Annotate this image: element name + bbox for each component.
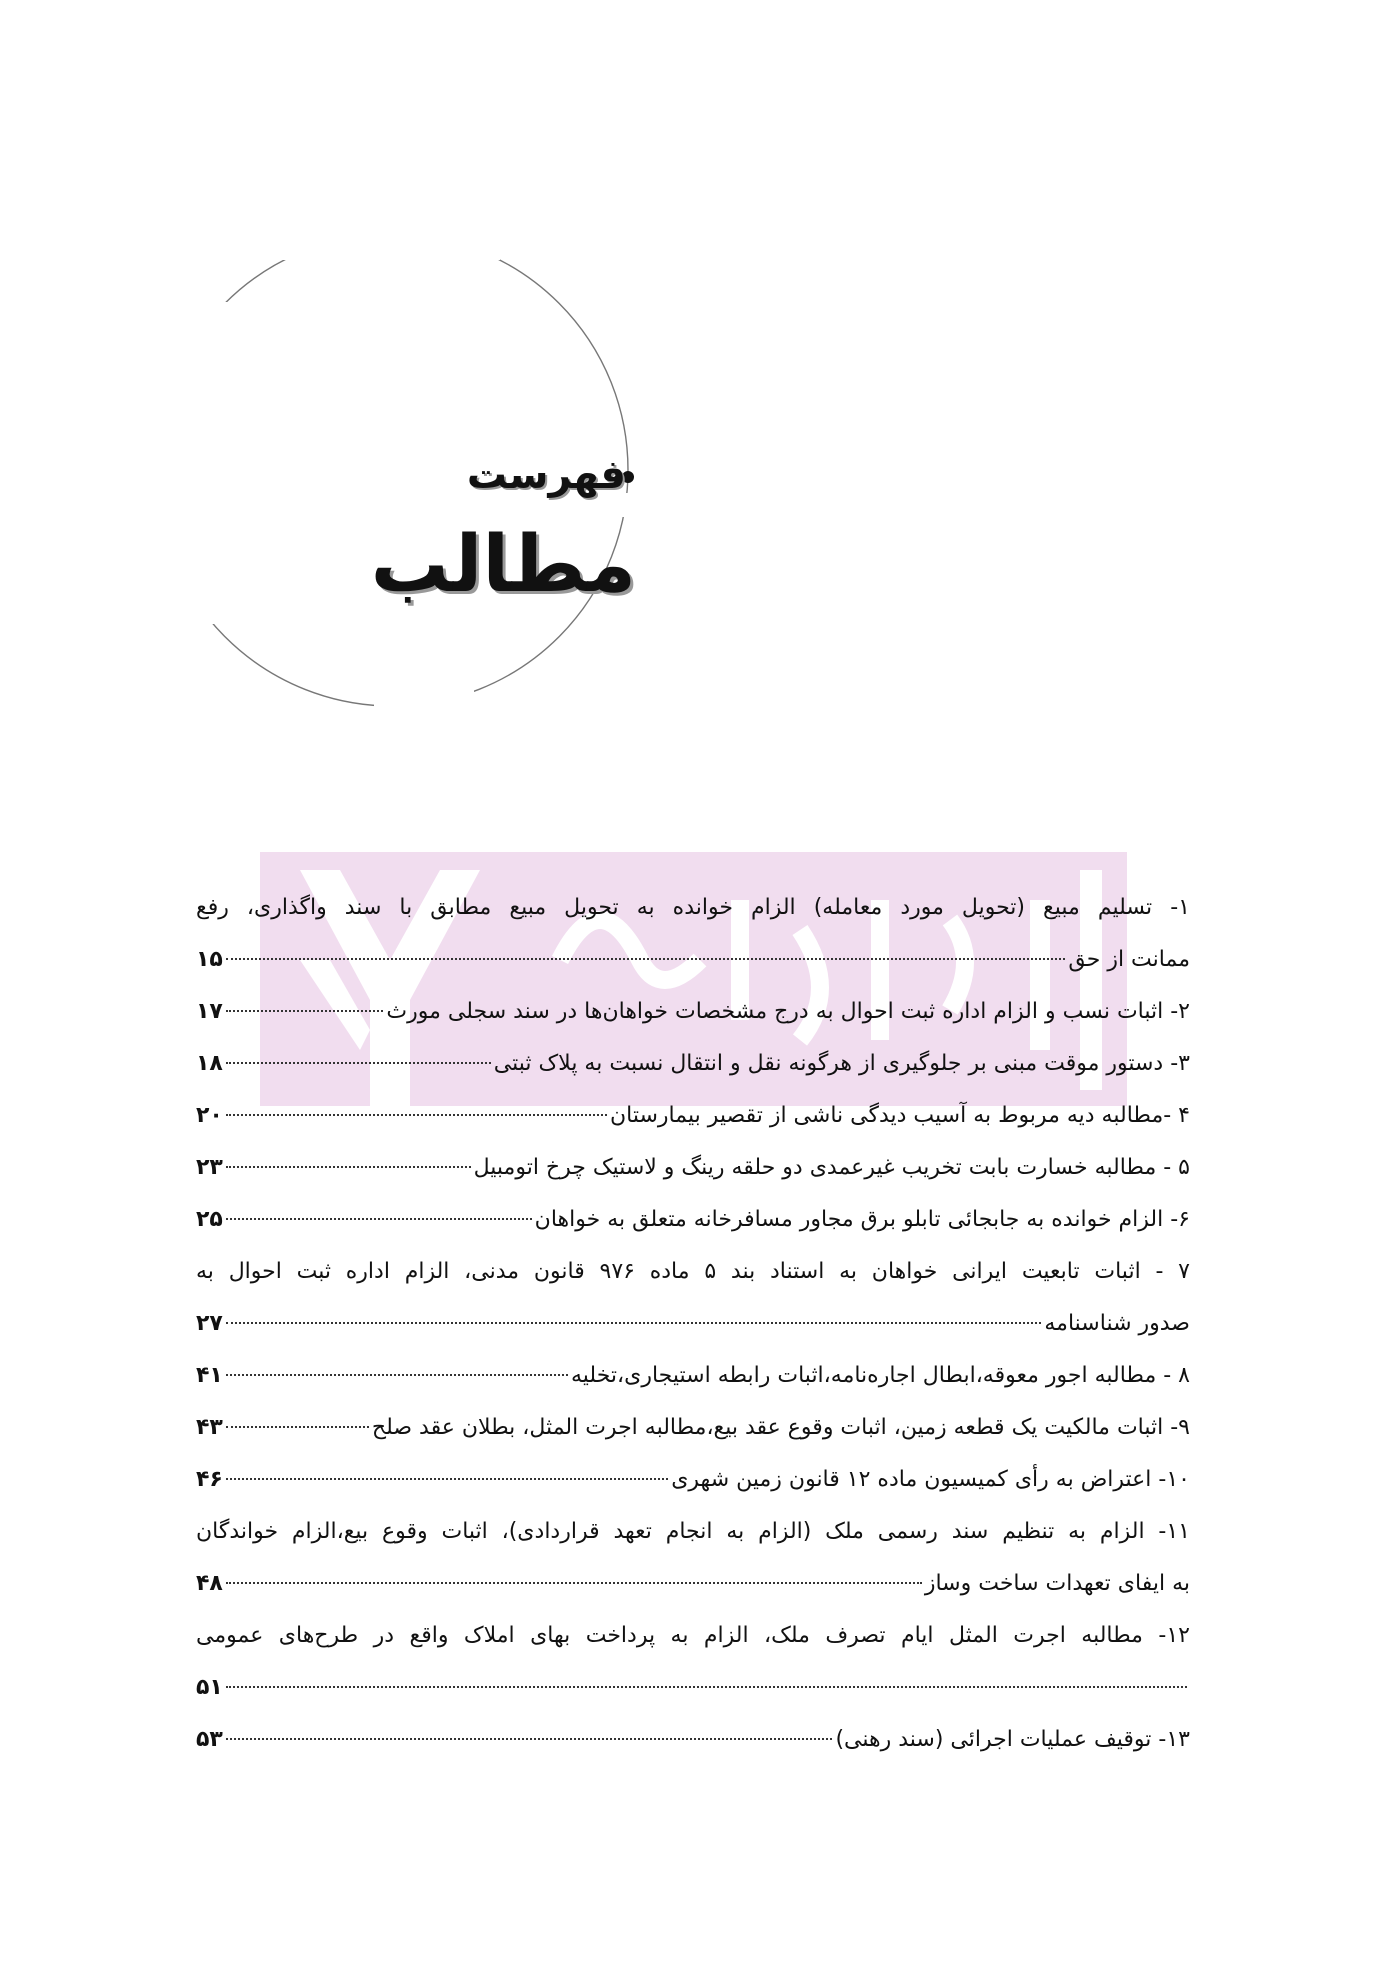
dot-leader xyxy=(226,1374,568,1376)
toc-entry-title: ۲- اثبات نسب و الزام اداره ثبت احوال به درج مشخصات خواهان‌ها در سند سجلی مورث xyxy=(386,999,1190,1024)
toc-entry-title: ۱- تسلیم مبیع (تحویل مورد معامله) الزام خوانده به تحویل مبیع مطابق با سند واگذاری، رفع xyxy=(196,895,1190,920)
toc-entry[interactable] xyxy=(196,986,1190,1038)
toc-page-number: ۵۱ xyxy=(196,1675,223,1700)
dot-leader xyxy=(226,1218,532,1220)
toc-page-number: ۲۳ xyxy=(196,1155,223,1180)
toc-entry-title: ۱۳- توقیف عملیات اجرائی (سند رهنی) xyxy=(835,1727,1190,1752)
toc-page-number: ۴۸ xyxy=(196,1571,223,1596)
toc-entry-title: به ایفای تعهدات ساخت وساز xyxy=(924,1571,1190,1596)
dot-leader xyxy=(226,1010,384,1012)
toc-entry-title: صدور شناسنامه xyxy=(1044,1311,1190,1336)
dot-leader xyxy=(226,1114,607,1116)
dot-leader xyxy=(226,1582,922,1584)
dot-leader xyxy=(226,958,1066,960)
toc-page-number: ۲۰ xyxy=(196,1103,223,1128)
toc-entry-line xyxy=(196,1610,1190,1662)
toc-entry-title: ۷ - اثبات تابعیت ایرانی خواهان به استناد بند ۵ ماده ۹۷۶ قانون مدنی، الزام اداره ثبت احوال به xyxy=(196,1259,1190,1284)
toc-entry-title: ممانت از حق xyxy=(1068,947,1190,972)
toc-entry[interactable] xyxy=(196,1194,1190,1246)
toc-page-number: ۵۳ xyxy=(196,1727,223,1752)
toc-page-number: ۱۵ xyxy=(196,947,223,972)
toc-entry-title: ۱۱- الزام به تنظیم سند رسمی ملک (الزام به انجام تعهد قراردادی)، اثبات وقوع بیع،الزام خواندگان xyxy=(196,1519,1190,1544)
toc-page-number: ۲۷ xyxy=(196,1311,223,1336)
dot-leader xyxy=(226,1426,369,1428)
dot-leader xyxy=(226,1322,1042,1324)
dot-leader xyxy=(226,1686,1187,1688)
toc-entry-line xyxy=(196,1246,1190,1298)
toc-entry-line xyxy=(196,1194,1190,1246)
toc-entry-line xyxy=(196,1454,1190,1506)
toc-page-number: ۲۵ xyxy=(196,1207,223,1232)
toc-entry[interactable] xyxy=(196,1350,1190,1402)
toc-entry-line xyxy=(196,1090,1190,1142)
toc-entry-title: ۱۲- مطالبه اجرت المثل ایام تصرف ملک، الزام به پرداخت بهای املاک واقع در طرح‌های عمومی xyxy=(196,1623,1190,1648)
dot-leader xyxy=(226,1478,668,1480)
toc-entry[interactable] xyxy=(196,1090,1190,1142)
toc-entry-line xyxy=(196,1298,1190,1350)
toc-entry[interactable] xyxy=(196,1142,1190,1194)
page-title-line1: فهرست xyxy=(466,452,626,498)
toc-entry-title: ۳- دستور موقت مبنی بر جلوگیری از هرگونه نقل و انتقال نسبت به پلاک ثبتی xyxy=(493,1051,1190,1076)
toc-entry-title: ۵ - مطالبه خسارت بابت تخریب غیرعمدی دو حلقه رینگ و لاستیک چرخ اتومبیل xyxy=(473,1155,1190,1180)
dot-leader xyxy=(226,1062,491,1064)
toc-entry-line xyxy=(196,1142,1190,1194)
toc-entry-line xyxy=(196,1714,1190,1766)
toc-entry[interactable] xyxy=(196,1610,1190,1714)
table-of-contents xyxy=(196,882,1190,1766)
dot-leader xyxy=(226,1166,471,1168)
toc-entry-title: ۶- الزام خوانده به جابجائی تابلو برق مجاور مسافرخانه متعلق به خواهان xyxy=(534,1207,1190,1232)
toc-entry-line xyxy=(196,1506,1190,1558)
toc-entry[interactable] xyxy=(196,1506,1190,1610)
toc-entry-line xyxy=(196,986,1190,1038)
toc-entry-line xyxy=(196,1662,1190,1714)
toc-page-number: ۴۱ xyxy=(196,1363,223,1388)
toc-entry[interactable] xyxy=(196,1038,1190,1090)
toc-entry[interactable] xyxy=(196,1454,1190,1506)
toc-page-number: ۱۸ xyxy=(196,1051,223,1076)
toc-page-number: ۴۳ xyxy=(196,1415,223,1440)
toc-entry[interactable] xyxy=(196,1246,1190,1350)
toc-entry-line xyxy=(196,934,1190,986)
toc-page-number: ۱۷ xyxy=(196,999,223,1024)
toc-entry-line xyxy=(196,882,1190,934)
toc-entry[interactable] xyxy=(196,882,1190,986)
toc-entry-title: ۱۰- اعتراض به رأی کمیسیون ماده ۱۲ قانون زمین شهری xyxy=(671,1467,1190,1492)
toc-entry-line xyxy=(196,1558,1190,1610)
toc-entry[interactable] xyxy=(196,1714,1190,1766)
toc-entry-line xyxy=(196,1402,1190,1454)
toc-entry[interactable] xyxy=(196,1402,1190,1454)
toc-entry-line xyxy=(196,1350,1190,1402)
toc-entry-title: ۸ - مطالبه اجور معوقه،ابطال اجاره‌نامه،اثبات رابطه استیجاری،تخلیه xyxy=(570,1363,1190,1388)
toc-entry-title: ۴ -مطالبه دیه مربوط به آسیب دیدگی ناشی از تقصیر بیمارستان xyxy=(609,1103,1190,1128)
toc-entry-title: ۹- اثبات مالکیت یک قطعه زمین، اثبات وقوع عقد بیع،مطالبه اجرت المثل، بطلان عقد صلح xyxy=(371,1415,1190,1440)
toc-page-number: ۴۶ xyxy=(196,1467,223,1492)
page-title-line2: مطالب xyxy=(370,520,636,610)
dot-leader xyxy=(226,1738,833,1740)
toc-entry-line xyxy=(196,1038,1190,1090)
